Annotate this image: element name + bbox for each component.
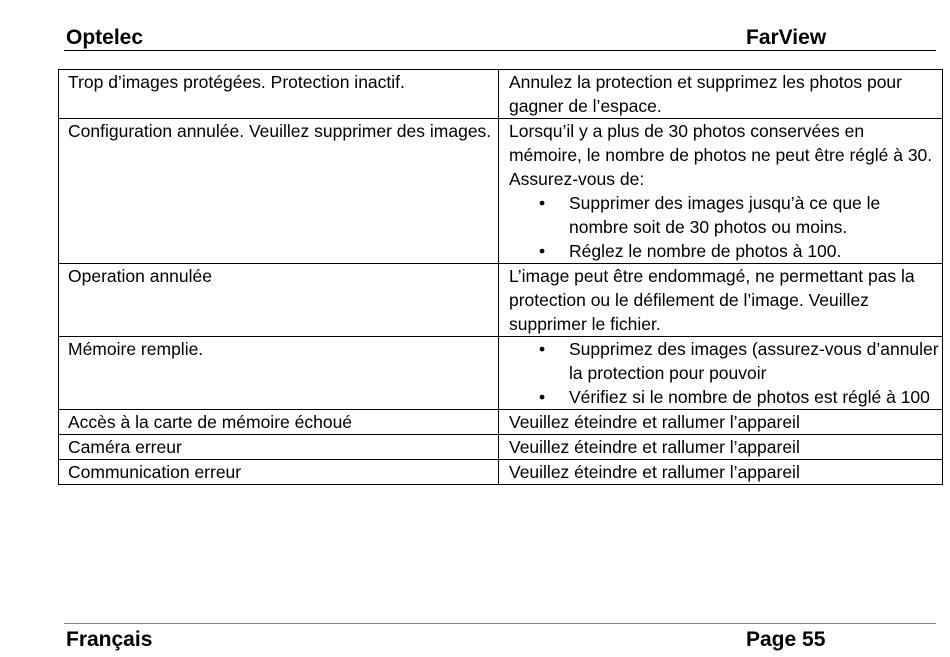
bullet-icon: • <box>538 193 546 213</box>
troubleshooting-table <box>58 69 943 485</box>
solution-cell <box>498 460 942 485</box>
page-header <box>64 24 936 51</box>
solution-text: Lorsqu’il y a plus de 30 photos conservées en mémoire, le nombre de photos ne peut être réglé à 30. Assurez-vous de: <box>508 121 933 189</box>
table-row <box>59 435 943 460</box>
list-item <box>538 337 940 385</box>
solution-bullet-list <box>509 337 940 409</box>
table-row <box>59 119 943 264</box>
brand-name: Optelec <box>66 26 144 49</box>
list-item <box>538 239 940 263</box>
error-message-cell: Trop d’images protégées. Protection inactif. <box>59 70 499 119</box>
page-footer <box>64 623 936 654</box>
solution-cell <box>498 70 942 119</box>
bullet-text: Vérifiez si le nombre de photos est réglé à 100 <box>568 387 930 407</box>
table-row <box>59 70 943 119</box>
solution-text: Veuillez éteindre et rallumer l’appareil <box>508 412 800 432</box>
table-body <box>59 70 943 485</box>
error-message-cell: Caméra erreur <box>59 435 499 460</box>
bullet-text: Supprimer des images jusqu’à ce que le nombre soit de 30 photos ou moins. <box>568 193 881 237</box>
solution-cell <box>498 435 942 460</box>
product-name: FarView <box>746 26 827 49</box>
table-row <box>59 337 943 410</box>
solution-text: Annulez la protection et supprimez les photos pour gagner de l’espace. <box>508 72 902 116</box>
footer-language: Français <box>66 628 153 651</box>
table-row <box>59 410 943 435</box>
solution-cell <box>498 410 942 435</box>
bullet-icon: • <box>538 387 546 407</box>
solution-text: L’image peut être endommagé, ne permettant pas la protection ou le défilement de l’image. Veuillez supprimer le fichier. <box>508 266 915 334</box>
error-message-cell: Communication erreur <box>59 460 499 485</box>
list-item <box>538 385 940 409</box>
error-message-cell: Accès à la carte de mémoire échoué <box>59 410 499 435</box>
table-row <box>59 264 943 337</box>
error-message-cell: Mémoire remplie. <box>59 337 499 410</box>
bullet-text: Réglez le nombre de photos à 100. <box>568 241 842 261</box>
error-message-cell: Operation annulée <box>59 264 499 337</box>
solution-cell <box>498 119 942 264</box>
bullet-text: Supprimez des images (assurez-vous d’annuler la protection pour pouvoir <box>568 339 939 383</box>
solution-text: Veuillez éteindre et rallumer l’appareil <box>508 462 800 482</box>
bullet-icon: • <box>538 339 546 359</box>
solution-bullet-list <box>509 191 940 263</box>
page-number: Page 55 <box>746 628 826 651</box>
bullet-icon: • <box>538 241 546 261</box>
solution-text: Veuillez éteindre et rallumer l’appareil <box>508 437 800 457</box>
table-row <box>59 460 943 485</box>
solution-cell <box>498 264 942 337</box>
solution-cell <box>498 337 942 410</box>
list-item <box>538 191 940 239</box>
error-message-cell: Configuration annulée. Veuillez supprimer des images. <box>59 119 499 264</box>
